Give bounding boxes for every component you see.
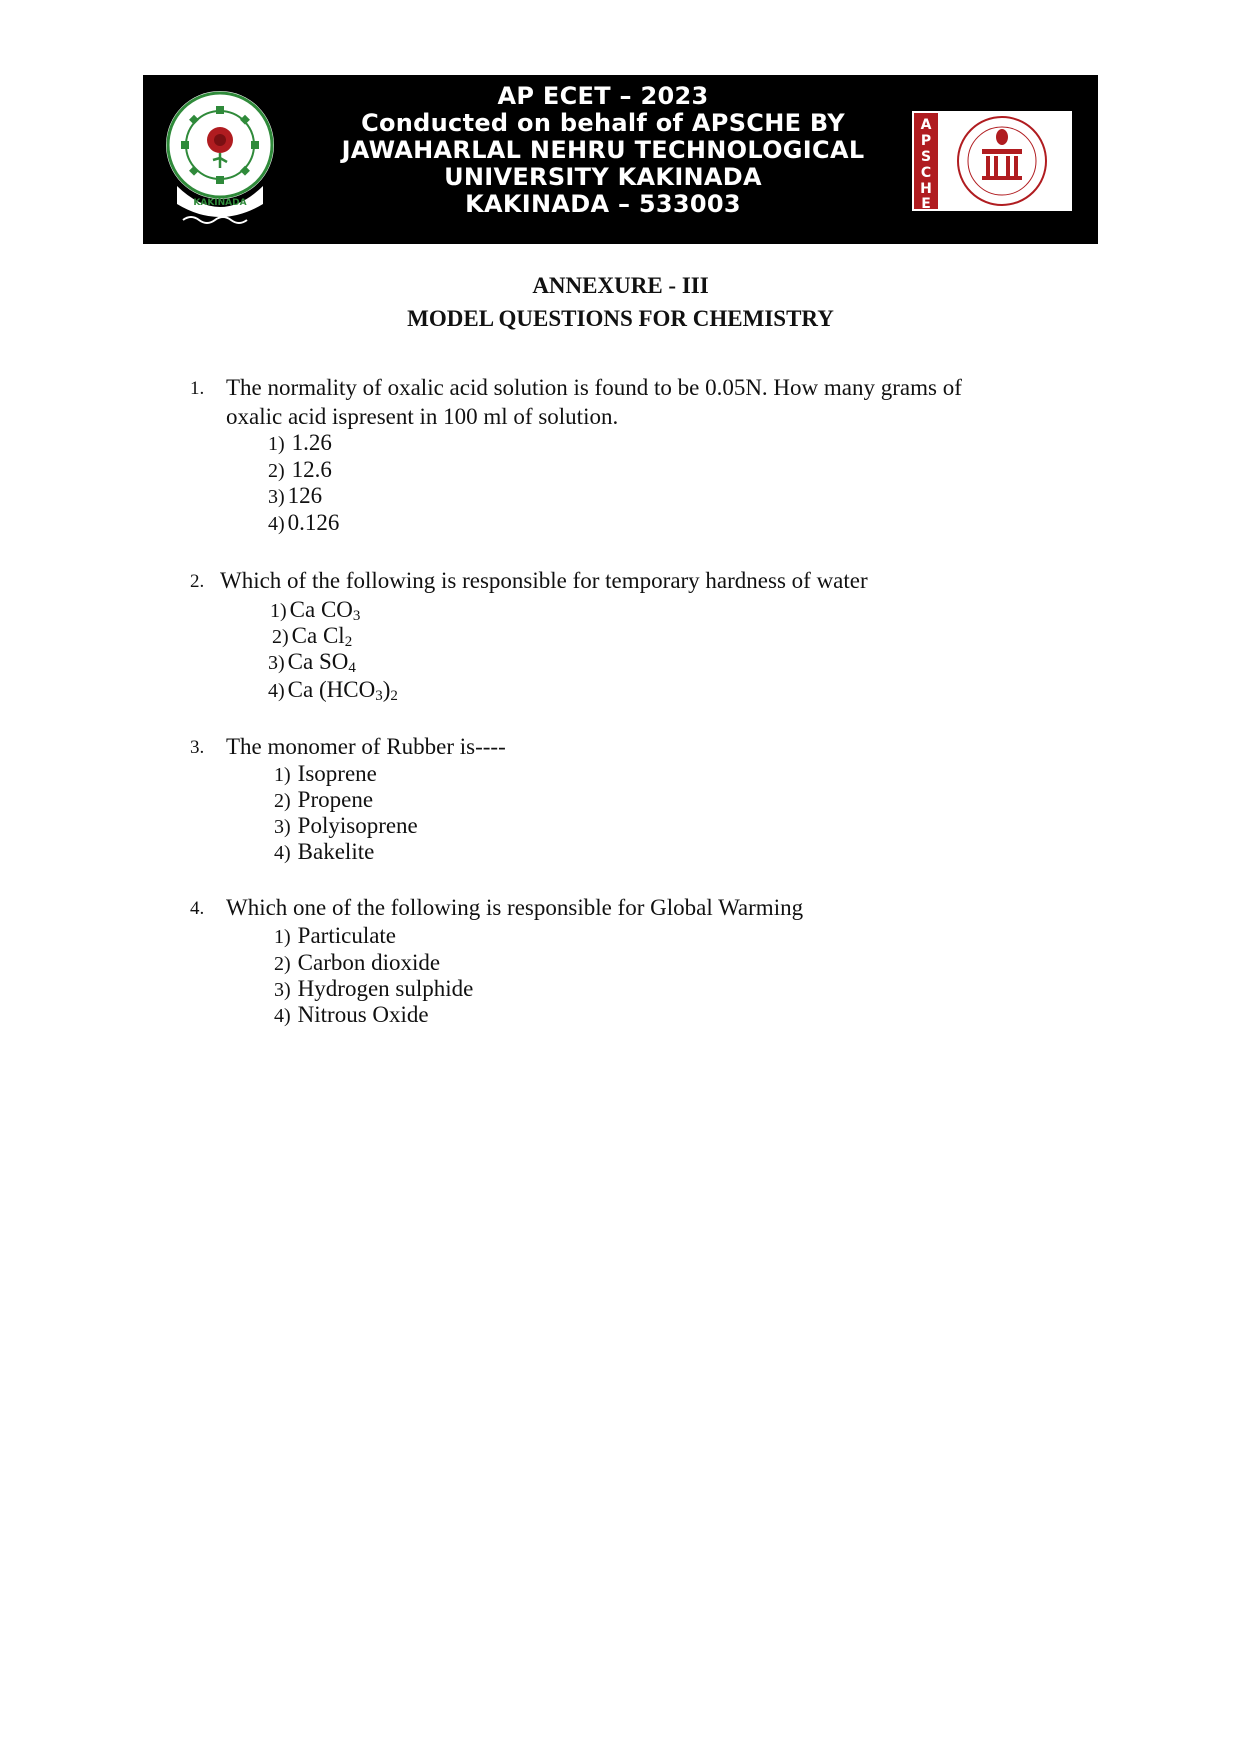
- option-2: 2) Carbon dioxide: [274, 950, 441, 975]
- question-number: 3.: [190, 737, 205, 758]
- question-number: 2.: [190, 571, 205, 592]
- question-text: Which one of the following is responsible for Global Warming: [226, 895, 804, 920]
- option-3: 3) 126: [268, 483, 323, 508]
- banner-line-1: AP ECET – 2023: [497, 82, 709, 110]
- banner-line-4: UNIVERSITY KAKINADA: [444, 163, 762, 191]
- question-text: The monomer of Rubber is----: [226, 734, 506, 759]
- option-4: 4) Nitrous Oxide: [274, 1002, 429, 1027]
- option-3: 3) Polyisoprene: [274, 813, 418, 838]
- banner-title-block: [293, 83, 913, 218]
- option-4: 4) 0.126: [268, 510, 340, 535]
- option-3: 3) Hydrogen sulphide: [274, 976, 474, 1001]
- option-1: 1) 1.26: [268, 430, 332, 455]
- option-1: 1) Ca $CO_3$: [270, 597, 361, 624]
- header-banner: [143, 75, 1098, 244]
- option-3: 3) Ca $SO_4$: [268, 649, 356, 676]
- banner-line-2: Conducted on behalf of APSCHE BY: [361, 109, 845, 137]
- annexure-title: ANNEXURE - III: [532, 273, 709, 298]
- svg-text:P: P: [920, 133, 932, 149]
- banner-line-3: JAWAHARLAL NEHRU TECHNOLOGICAL: [341, 136, 865, 164]
- option-2: 2) Ca $Cl_2$: [272, 623, 353, 650]
- svg-text:A: A: [920, 117, 932, 133]
- jntuk-seal-icon: [163, 88, 277, 230]
- svg-text:S: S: [920, 149, 932, 165]
- apsche-emblem-icon: [912, 111, 1072, 211]
- question-text: The normality of oxalic acid solution is found to be 0.05N. How many grams of: [226, 375, 962, 400]
- svg-text:E: E: [921, 196, 931, 211]
- question-text-continued: oxalic acid ispresent in 100 ml of solution.: [226, 404, 619, 429]
- question-number: 1.: [190, 378, 205, 399]
- option-2: 2) 12.6: [268, 457, 332, 482]
- question-text: Which of the following is responsible for temporary hardness of water: [220, 568, 868, 593]
- option-4: 4) Bakelite: [274, 839, 375, 864]
- option-1: 1) Isoprene: [274, 761, 377, 786]
- option-1: 1) Particulate: [274, 923, 397, 948]
- question-number: 4.: [190, 898, 205, 919]
- svg-text:H: H: [920, 181, 932, 197]
- svg-text:KAKINADA: KAKINADA: [193, 198, 247, 208]
- page-title: MODEL QUESTIONS FOR CHEMISTRY: [407, 306, 834, 331]
- svg-text:C: C: [920, 165, 932, 181]
- option-4: 4) Ca $(HCO_3)_2$: [268, 677, 398, 704]
- option-2: 2) Propene: [274, 787, 374, 812]
- banner-line-5: KAKINADA – 533003: [465, 190, 741, 218]
